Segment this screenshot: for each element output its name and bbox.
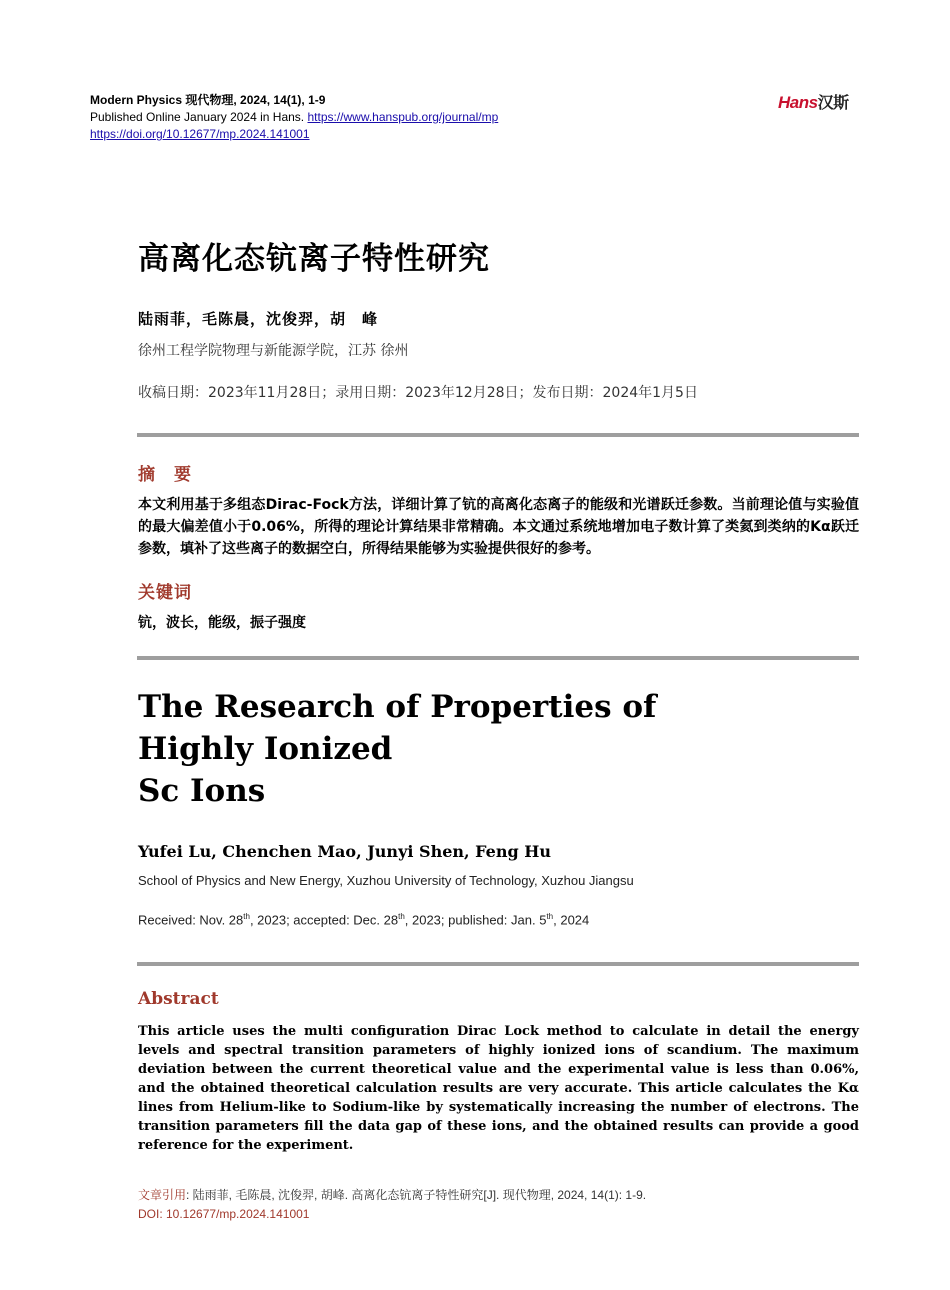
divider-middle (137, 656, 859, 660)
citation-line (138, 1186, 646, 1205)
en-title-line2: Highly Ionized (138, 731, 393, 767)
citation (138, 1186, 646, 1224)
en-abstract-text: This article uses the multi configuration Dirac Lock method to calculate in detail the energy levels and spectral transition parameters of highly ionized ions of scandium. The maximum deviation between the current theoretical value and the experimental value is less than 0.06%, and the obtained theoretical calculation results are very accurate. This article calculates the Kα lines from Helium-like to Sodium-like by systematically increasing the number of electrons. The transition parameters fill the data gap of these ions, and the obtained results can provide a good reference for the experiment. (138, 1024, 859, 1153)
cn-abstract-heading: 摘 要 (138, 465, 192, 485)
published-text: , 2023; published: Jan. 5 (404, 912, 547, 928)
cn-keywords-heading: 关键词 (138, 583, 192, 603)
cn-title: 高离化态钪离子特性研究 (138, 241, 490, 277)
ordinal-suffix: th (398, 912, 405, 921)
en-affiliation: School of Physics and New Energy, Xuzhou University of Technology, Xuzhou Jiangsu (138, 873, 634, 888)
citation-label: 文章引用 (138, 1188, 187, 1202)
ordinal-suffix: th (243, 912, 250, 921)
cn-authors: 陆雨菲，毛陈晨，沈俊羿，胡 峰 (138, 310, 379, 328)
doi-url-link[interactable]: https://doi.org/10.12677/mp.2024.141001 (90, 127, 310, 141)
doi-line (90, 126, 498, 143)
journal-line: Modern Physics 现代物理, 2024, 14(1), 1-9 (90, 93, 326, 107)
citation-doi: DOI: 10.12677/mp.2024.141001 (138, 1207, 310, 1221)
divider-bottom (137, 962, 859, 966)
cn-affiliation: 徐州工程学院物理与新能源学院，江苏 徐州 (138, 343, 409, 359)
logo-latin: Hans (778, 93, 818, 112)
en-authors: Yufei Lu, Chenchen Mao, Junyi Shen, Feng Hu (138, 842, 551, 861)
accepted-text: , 2023; accepted: Dec. 28 (249, 912, 399, 928)
cn-abstract-text: 本文利用基于多组态Dirac-Fock方法，详细计算了钪的高离化态离子的能级和光谱跃迁参数。当前理论值与实验值的最大偏差值小于0.06%，所得的理论计算结果非常精确。本文通过系统地增加电子数计算了类氦到类纳的Kα跃迁参数，填补了这些离子的数据空白，所得结果能够为实验提供很好的参考。 (138, 497, 859, 557)
en-title (138, 686, 858, 812)
cn-keywords: 钪，波长，能级，振子强度 (138, 615, 306, 631)
citation-text: : 陆雨菲, 毛陈晨, 沈俊羿, 胡峰. 高离化态钪离子特性研究[J]. 现代物理, 2024, 14(1): 1-9. (186, 1188, 647, 1202)
en-dates (138, 912, 589, 927)
ordinal-suffix: th (546, 912, 554, 921)
published-line (90, 109, 498, 126)
en-title-line3: Sc Ions (138, 773, 266, 809)
en-title-line1: The Research of Properties of (138, 689, 657, 725)
received-text: Received: Nov. 28 (138, 912, 244, 928)
cn-dates: 收稿日期：2023年11月28日；录用日期：2023年12月28日；发布日期：2024年1月5日 (138, 385, 698, 401)
published-prefix: Published Online January 2024 in Hans. (90, 110, 308, 124)
divider-top (137, 433, 859, 437)
journal-header (90, 92, 498, 143)
en-abstract-heading: Abstract (138, 989, 219, 1009)
year-end-text: , 2024 (553, 912, 590, 928)
hans-logo (778, 90, 849, 113)
logo-cn: 汉斯 (817, 95, 849, 112)
journal-url-link[interactable]: https://www.hanspub.org/journal/mp (307, 110, 499, 124)
